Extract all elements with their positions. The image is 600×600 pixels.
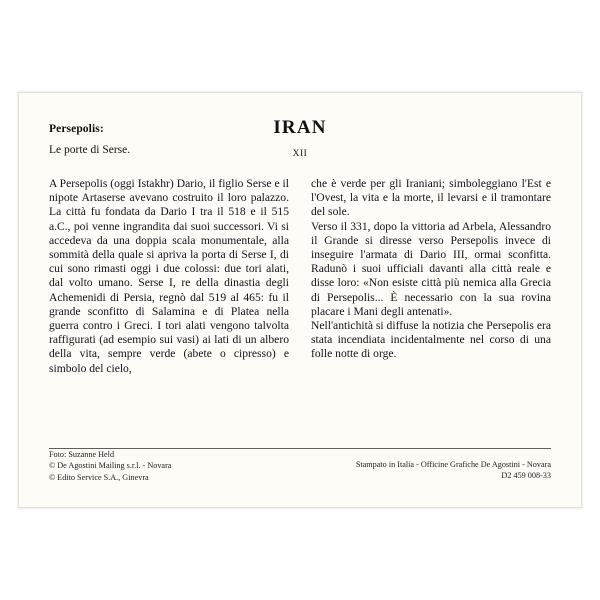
site-label: Persepolis: (49, 123, 104, 135)
text-column-right (311, 177, 551, 376)
catalog-code: D2 459 008-33 (501, 471, 551, 481)
paragraph: che è verde per gli Iraniani; simboleggiano l'Est e l'Ovest, la vita e la morte, il levarsi e il tramontare del sole. (311, 177, 551, 219)
text-column-left (49, 177, 289, 376)
photo-credit: Foto: Suzanne Held (49, 450, 115, 459)
card-header (49, 117, 551, 171)
country-title: IRAN (273, 117, 327, 138)
publisher-credit-1: © De Agostini Mailing s.r.l. - Novara (49, 461, 172, 471)
paragraph: Nell'antichità si diffuse la notizia che Persepolis era stata incendiata incidentalmente nel corso di una folle notte di orge. (311, 319, 551, 361)
footer-credits (49, 449, 171, 483)
header-center-block (49, 117, 551, 159)
footer-print-info (356, 459, 551, 482)
postcard-content (19, 93, 581, 507)
body-columns (49, 177, 551, 376)
card-footer (49, 449, 551, 493)
publisher-credit-2: © Edito Service S.A., Ginevra (49, 472, 149, 482)
print-line: Stampato in Italia - Officine Grafiche De Agostini - Novara (355, 460, 551, 469)
image-caption: Le porte di Serse. (49, 144, 131, 156)
paragraph: Verso il 331, dopo la vittoria ad Arbela, Alessandro il Grande si diresse verso Persepolis invece di inseguire l'armata di Dario III, ormai sconfitta. Radunò i suoi ufficiali davanti alla città reale e disse loro: «Non esiste città più nemica alla Grecia di Persepolis... È necessario con la sua rovina placare i Mani degli antenati». (311, 219, 551, 318)
postcard-back (18, 92, 582, 508)
paragraph: A Persepolis (oggi Istakhr) Dario, il figlio Serse e il nipote Artaserse avevano costruito il loro palazzo. La città fu fondata da Dario I tra il 518 e il 515 a.C., poi venne ingrandita dai suoi successori. Vi si accedeva da una doppia scala monumentale, alla sommità della quale si apriva la porta di Serse I, di cui sono rimasti oggi i due colossi: due tori alati, dal volto umano. Serse I, re della dinastia degli Achemenidi di Persia, regnò dal 519 al 465: fu il grande sconfitto di Salamina e di Platea nella guerra contro i Greci. I tori alati vengono talvolta raffigurati (ad esempio sui vasi) ai lati di un albero della vita, sempre verde (abete o cipresso) e simbolo del cielo, (49, 177, 289, 375)
series-numeral: XII (292, 149, 308, 159)
